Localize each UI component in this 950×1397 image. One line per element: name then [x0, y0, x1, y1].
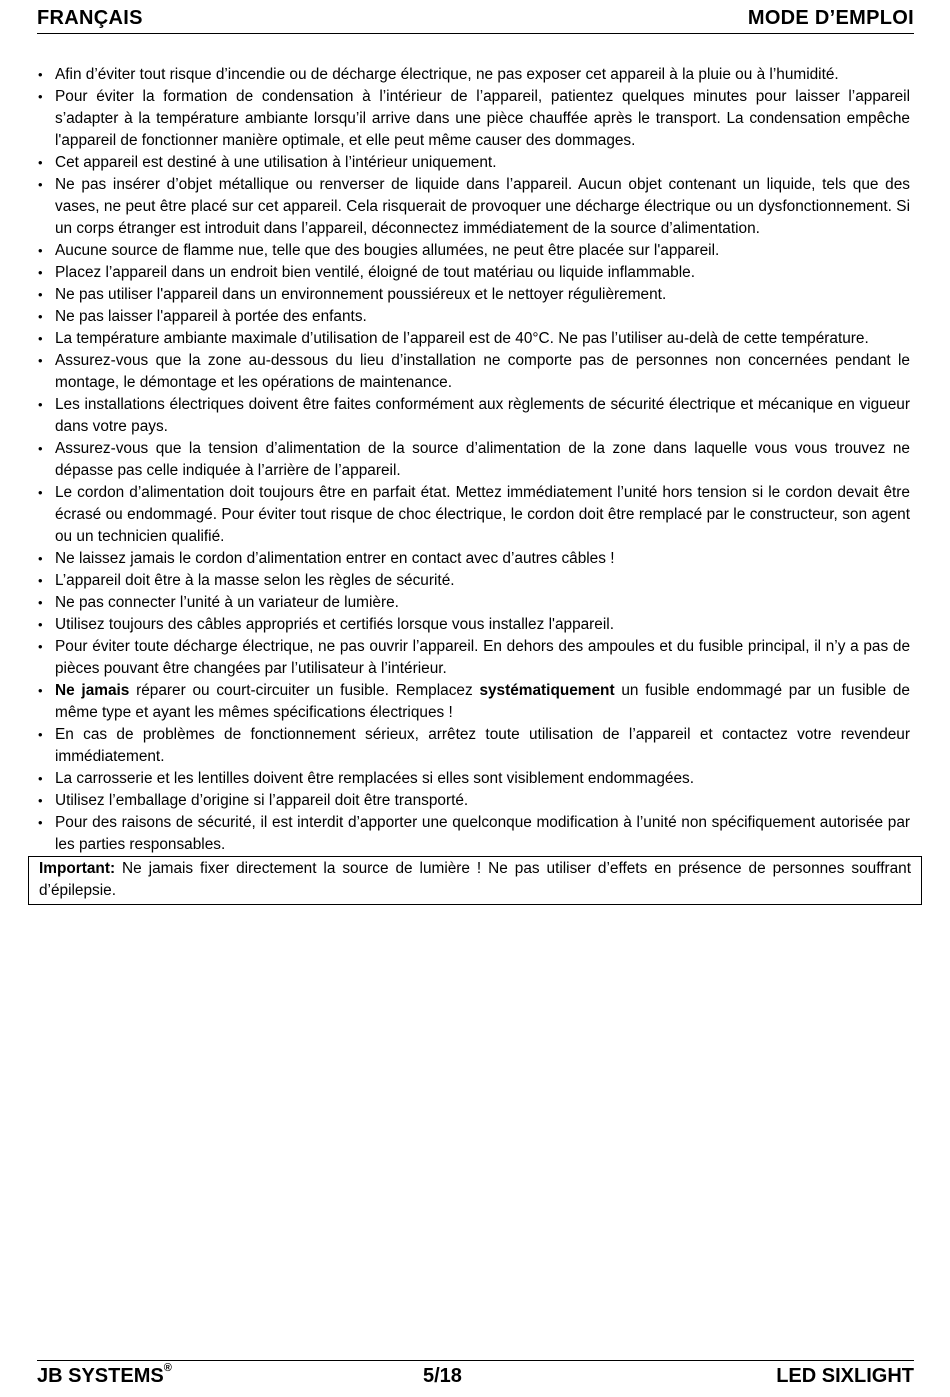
bullet-icon: • [38, 573, 43, 588]
bullet-icon: • [38, 683, 43, 698]
safety-item: • La température ambiante maximale d’utilisation de l’appareil est de 40°C. Ne pas l’utiliser au-delà de cette température. [37, 328, 910, 350]
bullet-icon: • [38, 309, 43, 324]
safety-item: • Pour éviter la formation de condensation à l’intérieur de l’appareil, patientez quelques minutes pour laisser l’appareil s’adapter à la température ambiante lorsqu’il arrive dans une pièce chauffée après le transport. La condensation empêche l'appareil de fonctionner manière optimale, et elle peut même causer des dommages. [38, 88, 910, 149]
footer-product: LED SIXLIGHT [776, 1365, 914, 1387]
bullet-icon: • [38, 771, 43, 786]
header-doc-type: MODE D’EMPLOI [747, 7, 914, 29]
safety-item: • Aucune source de flamme nue, telle que des bougies allumées, ne peut être placée sur l'appareil. [37, 240, 910, 262]
bullet-icon: • [38, 265, 43, 280]
safety-item: • L’appareil doit être à la masse selon les règles de sécurité. [37, 570, 910, 592]
safety-item: • Assurez-vous que la tension d’alimentation de la source d’alimentation de la zone dans laquelle vous vous trouvez ne dépasse pas celle indiquée à l’arrière de l’appareil. [38, 440, 910, 479]
safety-item: • Assurez-vous que la zone au-dessous du lieu d’installation ne comporte pas de personnes non concernées pendant le montage, le démontage et les opérations de maintenance. [38, 352, 910, 391]
bullet-icon: • [38, 397, 43, 412]
fuse-emphasis-2: systématiquement [479, 682, 615, 699]
bullet-icon: • [38, 287, 43, 302]
bullet-icon: • [38, 89, 43, 104]
bullet-icon: • [38, 617, 43, 632]
header-language: FRANÇAIS [37, 7, 143, 29]
safety-item: • Ne pas connecter l’unité à un variateur de lumière. [37, 592, 910, 614]
important-notice-box [28, 856, 922, 905]
bullet-icon: • [38, 331, 43, 346]
safety-item: • Utilisez l’emballage d’origine si l’appareil doit être transporté. [37, 790, 910, 812]
bullet-icon: • [38, 353, 43, 368]
safety-item: • Afin d’éviter tout risque d’incendie ou de décharge électrique, ne pas exposer cet appareil à la pluie ou à l’humidité. [37, 64, 910, 86]
safety-item: • La carrosserie et les lentilles doivent être remplacées si elles sont visiblement endommagées. [37, 768, 910, 790]
bullet-icon: • [38, 595, 43, 610]
safety-item: • Ne laissez jamais le cordon d’alimentation entrer en contact avec d’autres câbles ! [37, 548, 910, 570]
safety-item: • Pour des raisons de sécurité, il est interdit d’apporter une quelconque modification à l’unité non spécifiquement autorisée par les parties responsables. [38, 814, 910, 853]
safety-item: • Ne pas laisser l'appareil à portée des enfants. [37, 306, 910, 328]
safety-item: • Pour éviter toute décharge électrique, ne pas ouvrir l’appareil. En dehors des ampoules et du fusible principal, il n’y a pas de pièces pouvant être changées par l’utilisateur à l’intérieur. [38, 638, 910, 677]
bullet-icon: • [38, 243, 43, 258]
safety-section [37, 64, 910, 905]
safety-item: • Cet appareil est destiné à une utilisation à l’intérieur uniquement. [37, 152, 910, 174]
footer-brand: JB SYSTEMS® [37, 1362, 172, 1387]
safety-item: • En cas de problèmes de fonctionnement sérieux, arrêtez toute utilisation de l’appareil et contactez votre revendeur immédiatement. [38, 726, 910, 765]
safety-item: • Placez l’appareil dans un endroit bien ventilé, éloigné de tout matériau ou liquide inflammable. [37, 262, 910, 284]
bullet-icon: • [38, 177, 43, 192]
important-label: Important: [39, 860, 116, 877]
safety-item: • Les installations électriques doivent être faites conformément aux règlements de sécurité électrique et mécanique en vigueur dans votre pays. [38, 396, 910, 435]
bullet-icon: • [38, 639, 43, 654]
safety-list [37, 64, 910, 856]
footer-page-number: 5/18 [423, 1365, 462, 1387]
safety-item: • Le cordon d’alimentation doit toujours être en parfait état. Mettez immédiatement l’unité hors tension si le cordon devait être écrasé ou endommagé. Pour éviter tout risque de choc électrique, le cordon doit être remplacé par le constructeur, son agent ou un technicien qualifié. [38, 484, 910, 545]
bullet-icon: • [38, 793, 43, 808]
page-footer [37, 1360, 914, 1395]
bullet-icon: • [38, 485, 43, 500]
bullet-icon: • [38, 727, 43, 742]
bullet-icon: • [38, 551, 43, 566]
registered-mark: ® [163, 1362, 172, 1374]
bullet-icon: • [38, 815, 43, 830]
fuse-emphasis-1: Ne jamais [55, 682, 130, 699]
safety-item: • Ne pas utiliser l'appareil dans un environnement poussiéreux et le nettoyer régulièrement. [37, 284, 910, 306]
bullet-icon: • [38, 155, 43, 170]
safety-item-fuse: • Ne jamais réparer ou court-circuiter un fusible. Remplacez systématiquement un fusible endommagé par un fusible de même type et ayant les mêmes spécifications électriques ! [38, 682, 910, 721]
bullet-icon: • [38, 67, 43, 82]
bullet-icon: • [38, 441, 43, 456]
safety-item: • Utilisez toujours des câbles appropriés et certifiés lorsque vous installez l'appareil. [37, 614, 910, 636]
page-header [37, 4, 914, 34]
important-text: Ne jamais fixer directement la source de lumière ! Ne pas utiliser d’effets en présence de personnes souffrant d’épilepsie. [39, 860, 911, 899]
safety-item: • Ne pas insérer d’objet métallique ou renverser de liquide dans l’appareil. Aucun objet contenant un liquide, tels que des vases, ne peut être placé sur cet appareil. Cela risquerait de provoquer une décharge électrique ou un dysfonctionnement. Si un corps étranger est introduit dans l’appareil, déconnectez immédiatement de la source d’alimentation. [38, 176, 910, 237]
